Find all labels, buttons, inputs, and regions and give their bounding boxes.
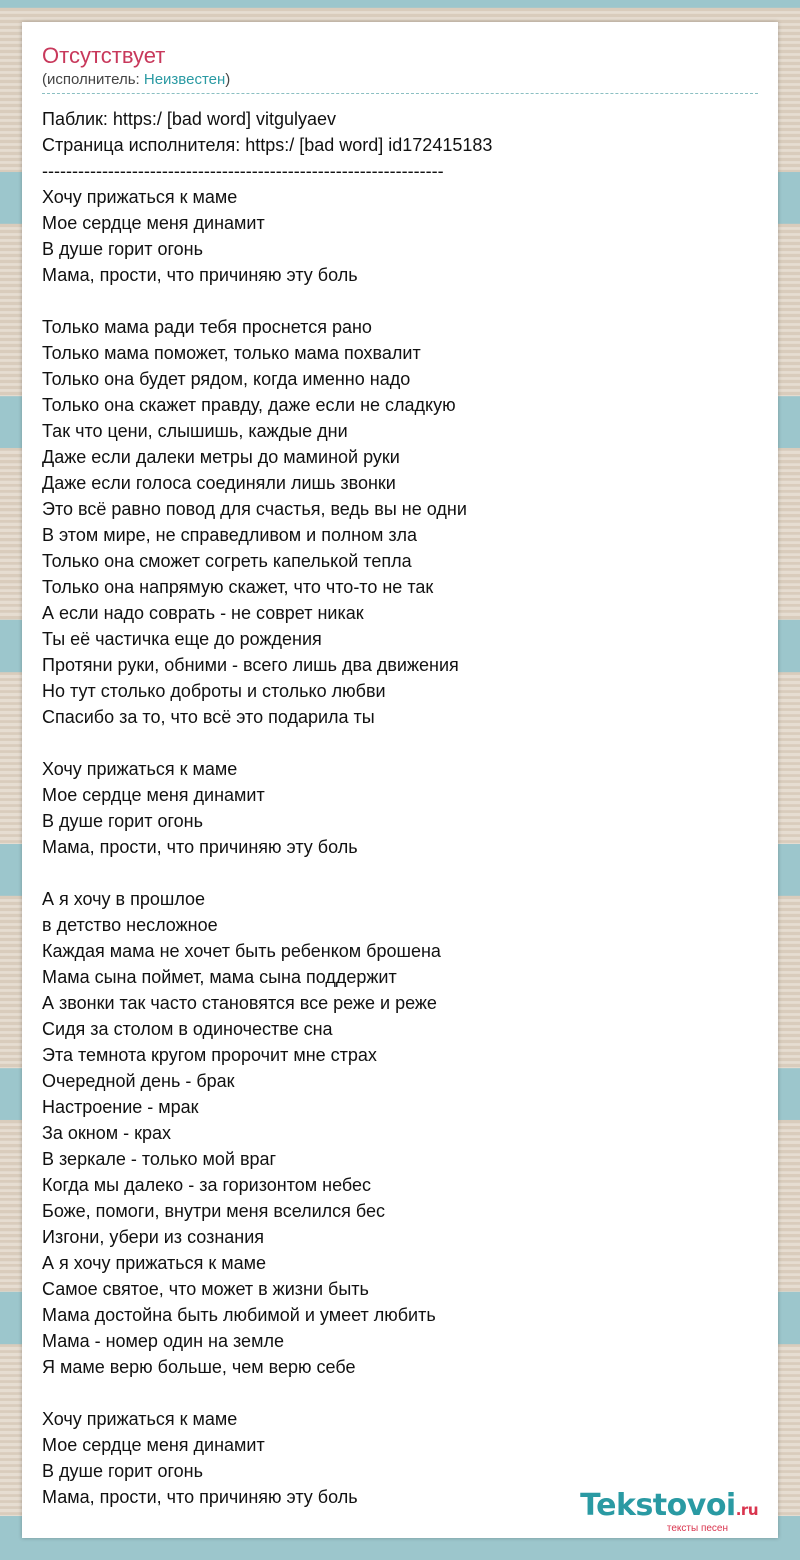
lyric-line: Мама сына поймет, мама сына поддержит xyxy=(42,967,397,987)
logo-name: Tekstovoi xyxy=(580,1488,736,1523)
logo-tagline: тексты песен xyxy=(666,1523,728,1534)
lyric-line: Мама, прости, что причиняю эту боль xyxy=(42,265,358,285)
lyric-line: В душе горит огонь xyxy=(42,1461,203,1481)
lyric-line: Только мама поможет, только мама похвалит xyxy=(42,343,421,363)
lyric-line: ------------------------------------------------------------------- xyxy=(42,161,444,181)
lyric-line: Только мама ради тебя проснется рано xyxy=(42,317,372,337)
lyric-line: Эта темнота кругом пророчит мне страх xyxy=(42,1045,377,1065)
artist-suffix: ) xyxy=(225,71,231,88)
artist-line xyxy=(42,70,758,94)
lyric-line: Это всё равно повод для счастья, ведь вы не одни xyxy=(42,499,467,519)
lyric-line: Страница исполнителя: https:/ [bad word] id172415183 xyxy=(42,135,493,155)
lyric-line xyxy=(42,1380,758,1406)
lyric-line: Самое святое, что может в жизни быть xyxy=(42,1279,369,1299)
lyric-line: В душе горит огонь xyxy=(42,811,203,831)
artist-prefix: (исполнитель: xyxy=(42,71,144,88)
lyric-line: в детство несложное xyxy=(42,915,218,935)
lyric-line: В душе горит огонь xyxy=(42,239,203,259)
lyric-line: В этом мире, не справедливом и полном зла xyxy=(42,525,417,545)
lyric-line: Даже если далеки метры до маминой руки xyxy=(42,447,400,467)
lyric-line: А звонки так часто становятся все реже и реже xyxy=(42,993,437,1013)
lyric-line: Боже, помоги, внутри меня вселился бес xyxy=(42,1201,386,1221)
site-logo[interactable] xyxy=(580,1490,758,1534)
lyrics-text xyxy=(42,106,758,1510)
lyric-line: Настроение - мрак xyxy=(42,1097,199,1117)
lyric-line xyxy=(42,730,758,756)
lyric-line: Но тут столько доброты и столько любви xyxy=(42,681,386,701)
lyric-line: Мама достойна быть любимой и умеет любить xyxy=(42,1305,436,1325)
lyric-line: В зеркале - только мой враг xyxy=(42,1149,277,1169)
lyric-line: Только она напрямую скажет, что что-то не так xyxy=(42,577,434,597)
lyric-line: Мама - номер один на земле xyxy=(42,1331,284,1351)
lyric-line: Даже если голоса соединяли лишь звонки xyxy=(42,473,396,493)
lyric-line: Протяни руки, обними - всего лишь два движения xyxy=(42,655,459,675)
lyric-line: Каждая мама не хочет быть ребенком брошена xyxy=(42,941,441,961)
lyric-line: Мое сердце меня динамит xyxy=(42,785,265,805)
artist-link[interactable]: Неизвестен xyxy=(143,71,226,88)
lyric-line xyxy=(42,288,758,314)
lyric-line: Ты её частичка еще до рождения xyxy=(42,629,322,649)
lyric-line: Очередной день - брак xyxy=(42,1071,235,1091)
lyric-line: Так что цени, слышишь, каждые дни xyxy=(42,421,348,441)
lyric-line: Когда мы далеко - за горизонтом небес xyxy=(42,1175,372,1195)
lyric-line: А я хочу прижаться к маме xyxy=(42,1253,267,1273)
song-title: Отсутствует xyxy=(42,43,166,68)
lyric-line: А я хочу в прошлое xyxy=(42,889,206,909)
lyric-line: А если надо соврать - не соврет никак xyxy=(42,603,364,623)
lyric-line: Только она скажет правду, даже если не сладкую xyxy=(42,395,456,415)
lyric-line: Мама, прости, что причиняю эту боль xyxy=(42,837,358,857)
lyric-line: Мама, прости, что причиняю эту боль xyxy=(42,1487,358,1507)
lyric-line: Я маме верю больше, чем верю себе xyxy=(42,1357,356,1377)
lyric-line: Сидя за столом в одиночестве сна xyxy=(42,1019,333,1039)
lyric-line: Паблик: https:/ [bad word] vitgulyaev xyxy=(42,109,337,129)
lyric-line: Хочу прижаться к маме xyxy=(42,759,238,779)
lyric-line: Хочу прижаться к маме xyxy=(42,1409,238,1429)
lyric-line: Мое сердце меня динамит xyxy=(42,1435,265,1455)
lyric-line: Только она будет рядом, когда именно надо xyxy=(42,369,411,389)
lyric-line: За окном - крах xyxy=(42,1123,171,1143)
lyric-line: Хочу прижаться к маме xyxy=(42,187,238,207)
lyric-line: Только она сможет согреть капелькой тепла xyxy=(42,551,412,571)
lyric-line: Спасибо за то, что всё это подарила ты xyxy=(42,707,375,727)
lyric-line xyxy=(42,860,758,886)
logo-wordmark xyxy=(580,1490,758,1526)
lyrics-content xyxy=(42,42,758,1510)
lyric-line: Изгони, убери из сознания xyxy=(42,1227,265,1247)
lyrics-card xyxy=(22,22,778,1538)
lyric-line: Мое сердце меня динамит xyxy=(42,213,265,233)
logo-tld: .ru xyxy=(735,1501,758,1519)
